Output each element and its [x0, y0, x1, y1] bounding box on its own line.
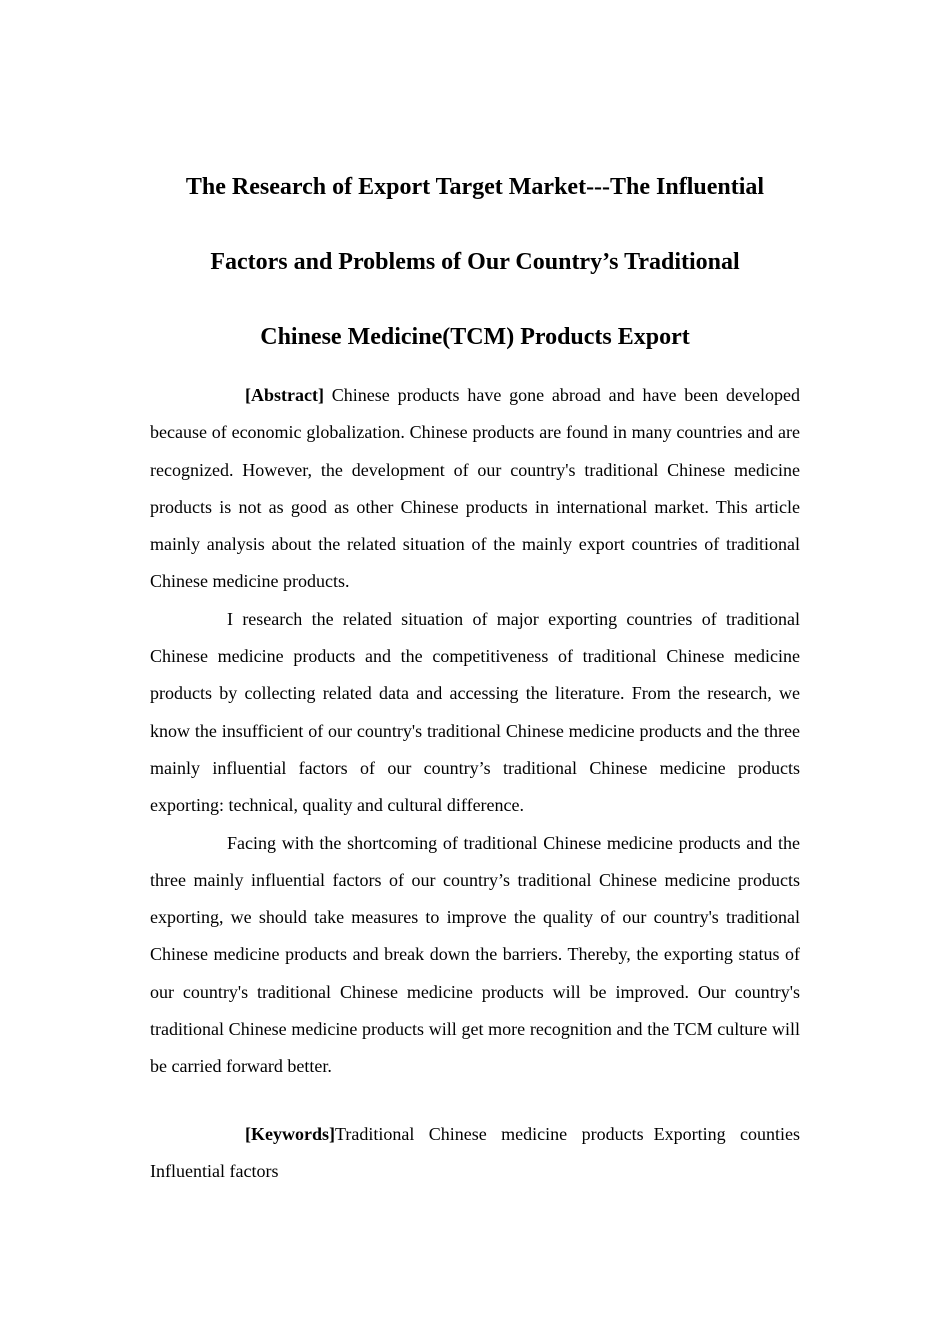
title-line-2: Factors and Problems of Our Country’s Traditional: [210, 249, 740, 275]
keyword-2: Exporting counties: [653, 1124, 800, 1144]
abstract-paragraph-1-text: Chinese products have gone abroad and have been developed because of economic globalization. Chinese products are found in many countries and are recognized. However, the development of our country's traditional Chinese medicine products is not as good as other Chinese products in international market. This article mainly analysis about the related situation of the mainly export countries of traditional Chinese medicine products.: [150, 385, 800, 592]
title-line-3: Chinese Medicine(TCM) Products Export: [260, 324, 690, 350]
abstract-paragraph-2: I research the related situation of major exporting countries of traditional Chinese medicine products and the competitiveness of traditional Chinese medicine products by collecting related data and accessing the literature. From the research, we know the insufficient of our country's traditional Chinese medicine products and the three mainly influential factors of our country’s traditional Chinese medicine products exporting: technical, quality and cultural difference.: [150, 608, 800, 816]
abstract-label: [Abstract]: [245, 385, 324, 405]
keywords-section: [150, 1116, 800, 1191]
title-line-1: The Research of Export Target Market---The Influential: [185, 174, 765, 200]
abstract-paragraph-1: [150, 377, 800, 601]
keyword-3: Influential factors: [150, 1161, 279, 1182]
keyword-1: Traditional Chinese medicine products: [334, 1124, 644, 1144]
abstract-section: [150, 377, 800, 1086]
document-title: [150, 150, 800, 375]
keywords-label: [Keywords]: [245, 1124, 335, 1144]
abstract-paragraph-3: Facing with the shortcoming of traditional Chinese medicine products and the three mainly influential factors of our country’s traditional Chinese medicine products exporting, we should take measures to improve the quality of our country's traditional Chinese medicine products and break down the barriers. Thereby, the exporting status of our country's traditional Chinese medicine products will be improved. Our country's traditional Chinese medicine products will get more recognition and the TCM culture will be carried forward better.: [150, 832, 800, 1077]
